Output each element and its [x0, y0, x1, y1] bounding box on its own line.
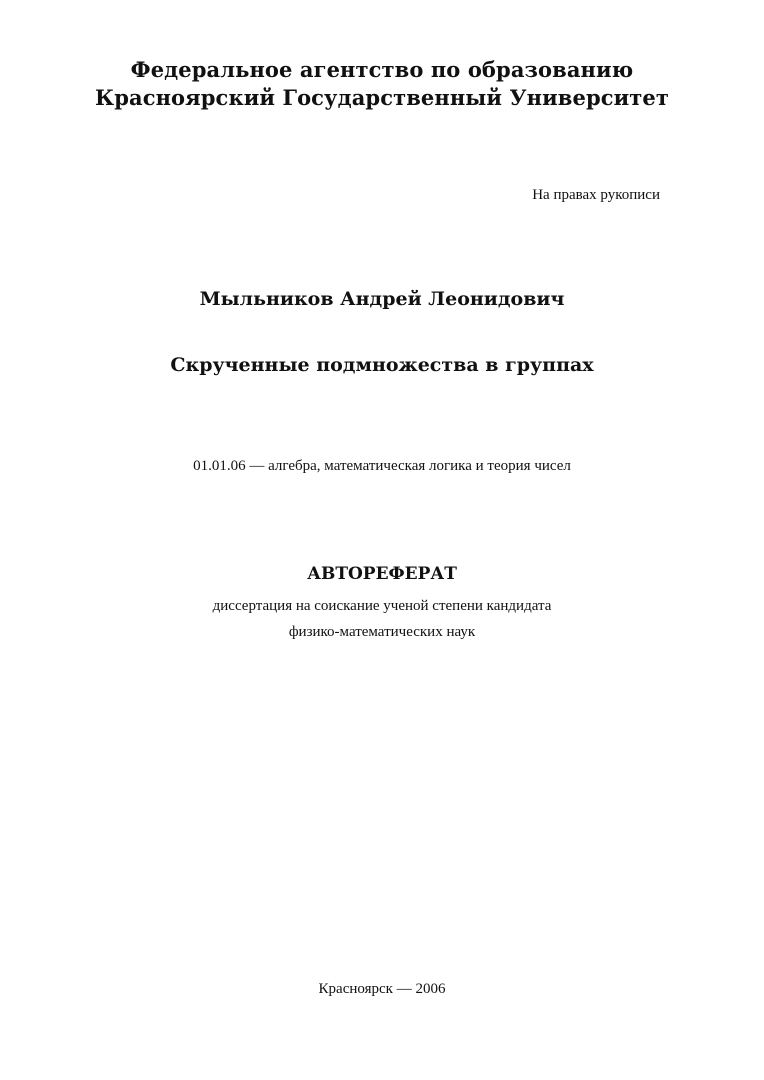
rights-note: На правах рукописи: [532, 187, 660, 203]
dissertation-title: Скрученные подмножества в группах: [170, 354, 594, 376]
organization-line-1: Федеральное агентство по образованию: [130, 57, 634, 82]
organization-line-2: Красноярский Государственный Университет: [95, 85, 669, 110]
document-type: АВТОРЕФЕРАТ: [307, 564, 457, 584]
specialty-code: 01.01.06 — алгебра, математическая логика и теория чисел: [193, 458, 571, 474]
place-and-year: Красноярск — 2006: [318, 981, 446, 997]
author-name: Мыльников Андрей Леонидович: [199, 288, 565, 310]
description-line-2: физико-математических наук: [288, 624, 476, 640]
description-line-1: диссертация на соискание ученой степени кандидата: [212, 598, 552, 614]
